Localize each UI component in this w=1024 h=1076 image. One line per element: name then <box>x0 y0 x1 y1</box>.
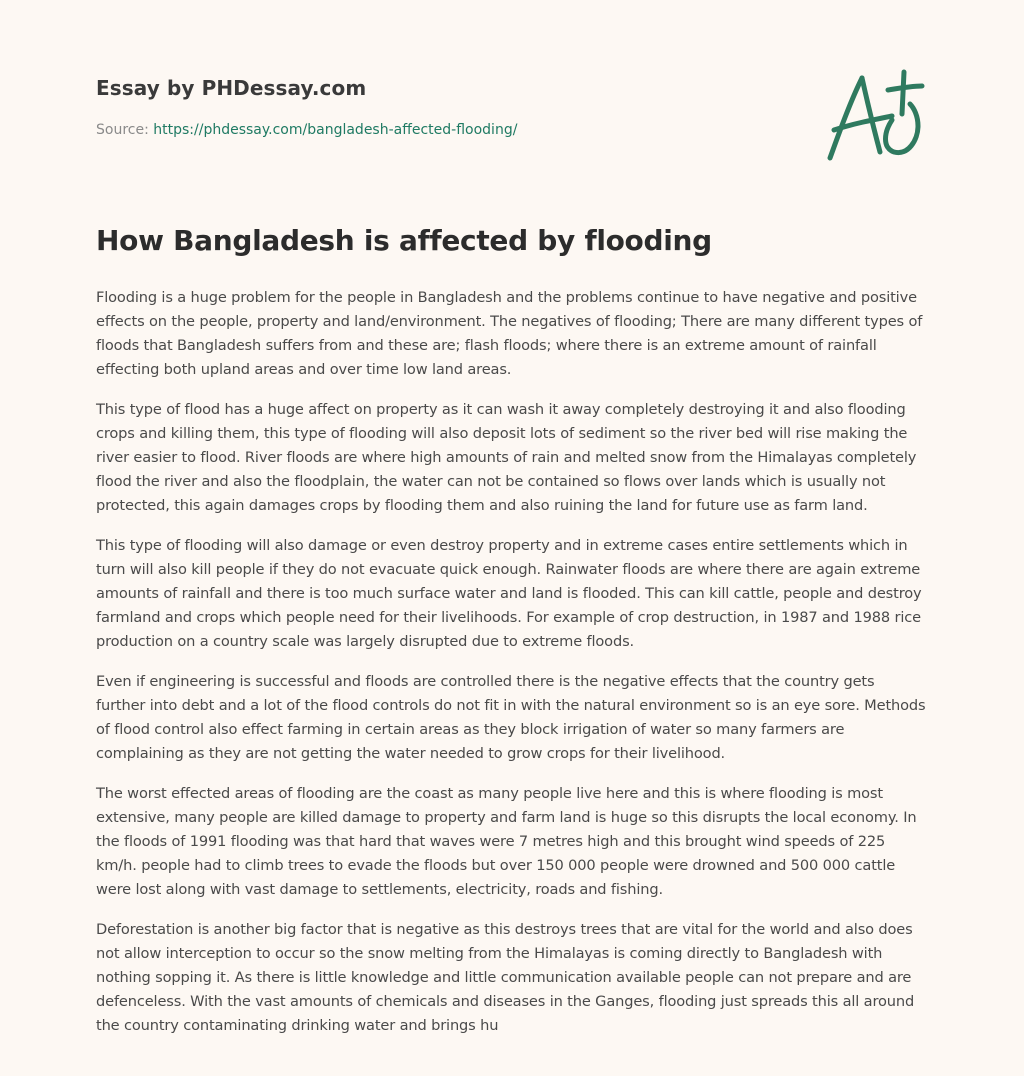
paragraph: Flooding is a huge problem for the people in Bangladesh and the problems continue to have negative and positive effects on the people, property and land/environment. The negatives of flooding; There are many different types of floods that Bangladesh suffers from and these are; flash floods; where there is an extreme amount of rainfall effecting both upland areas and over time low land areas. <box>96 289 923 378</box>
brand-title: Essay by PHDessay.com <box>96 76 367 100</box>
source-label: Source: <box>96 122 154 138</box>
paragraph: The worst effected areas of flooding are the coast as many people live here and this is where flooding is most extensive, many people are killed damage to property and farm land is huge so this disrupts the local economy. In the floods of 1991 flooding was that hard that waves were 7 metres high and this brought wind speeds of 225 km/h. people had to climb trees to evade the floods but over 150 000 people were drowned and 500 000 cattle were lost along with vast damage to settlements, electricity, roads and fishing. <box>96 785 917 898</box>
article-body <box>96 286 926 1054</box>
source-line <box>96 122 796 138</box>
paragraph: This type of flooding will also damage or even destroy property and in extreme cases entire settlements which in turn will also kill people if they do not evacuate quick enough. Rainwater floods are where there are again extreme amounts of rainfall and there is too much surface water and land is flooded. This can kill cattle, people and destroy farmland and crops which people need for their livelihoods. For example of crop destruction, in 1987 and 1988 rice production on a country scale was largely disrupted due to extreme floods. <box>96 537 922 650</box>
page-header <box>96 76 796 138</box>
paragraph: This type of flood has a huge affect on property as it can wash it away completely destroying it and also flooding crops and killing them, this type of flooding will also deposit lots of sediment so the river bed will rise making the river easier to flood. River floods are where high amounts of rain and melted snow from the Himalayas completely flood the river and also the floodplain, the water can not be contained so flows over lands which is usually not protected, this again damages crops by flooding them and also ruining the land for future use as farm land. <box>96 401 917 514</box>
a-plus-logo-icon <box>818 66 930 166</box>
paragraph: Deforestation is another big factor that is negative as this destroys trees that are vital for the world and also does not allow interception to occur so the snow melting from the Himalayas is coming directly to Bangladesh with nothing sopping it. As there is little knowledge and little communication available people can not prepare and are defenceless. With the vast amounts of chemicals and diseases in the Ganges, flooding just spreads this all around the country contaminating drinking water and brings hu <box>96 921 915 1034</box>
article-title: How Bangladesh is affected by flooding <box>96 224 712 257</box>
paragraph: Even if engineering is successful and floods are controlled there is the negative effects that the country gets further into debt and a lot of the flood controls do not fit in with the natural environment so is an eye sore. Methods of flood control also effect farming in certain areas as they block irrigation of water so many farmers are complaining as they are not getting the water needed to grow crops for their livelihood. <box>96 673 926 762</box>
source-link[interactable]: https://phdessay.com/bangladesh-affected-flooding/ <box>153 122 518 138</box>
